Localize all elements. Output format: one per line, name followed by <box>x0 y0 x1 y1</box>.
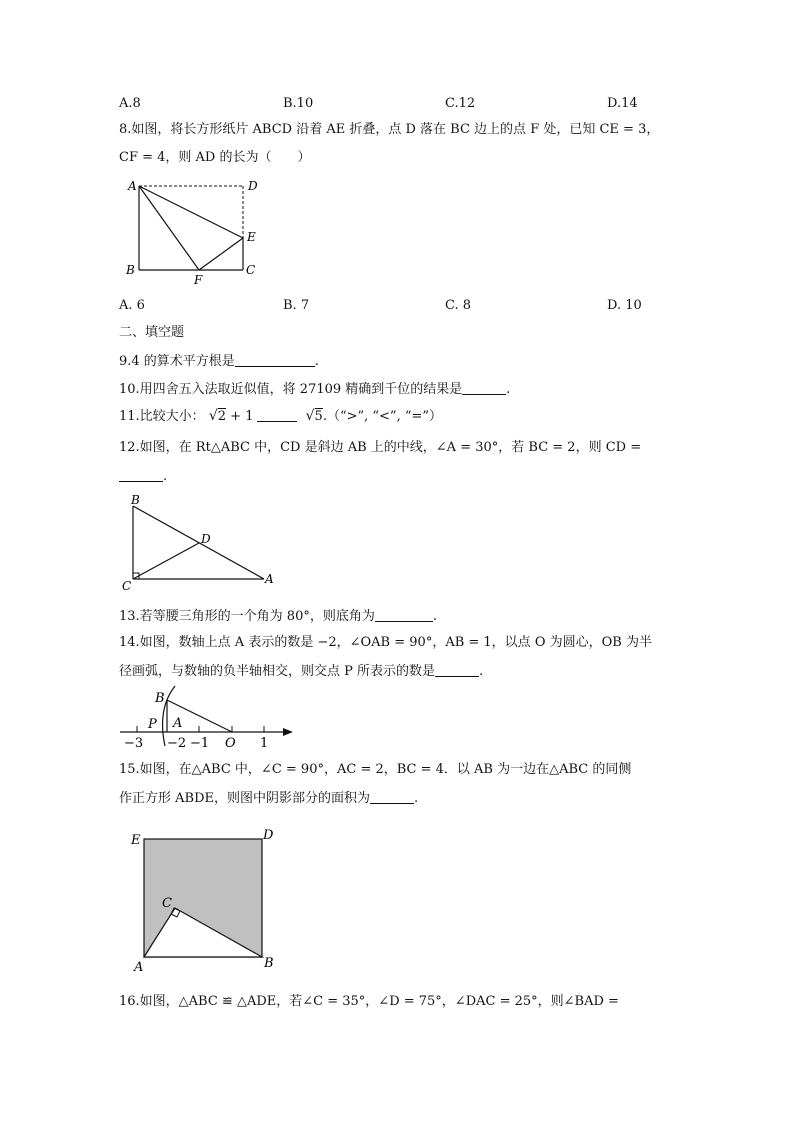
arrow-right-icon <box>283 728 293 736</box>
q12-label-b: B <box>131 493 140 507</box>
sqrt-icon: √ <box>208 408 218 424</box>
q10-text: 10.用四舍五入法取近似值，将 27109 精确到千位的结果是 <box>119 382 463 397</box>
q15-label-a: A <box>134 960 144 975</box>
q7-option-d: D.14 <box>607 96 638 111</box>
q12-question-line1: 12.如图，在 Rt△ABC 中，CD 是斜边 AB 上的中线，∠A = 30°，若 BC = 2，则 CD = <box>119 440 642 455</box>
q12-answer-blank[interactable] <box>119 467 163 482</box>
q14-number-line-figure <box>115 684 300 752</box>
q14-tick-label-neg3: −3 <box>124 736 144 751</box>
q8-question-line1: 8.如图，将长方形纸片 ABCD 沿着 AE 折叠，点 D 落在 BC 边上的点 F 处，已知 CE = 3， <box>119 122 660 137</box>
q14-question-line1: 14.如图，数轴上点 A 表示的数是 −2，∠OAB = 90°，AB = 1，以点 O 为圆心，OB 为半 <box>119 635 652 650</box>
q16-question: 16.如图，△ABC ≌ △ADE，若∠C = 35°，∠D = 75°，∠DAC = 25°，则∠BAD = <box>119 994 619 1009</box>
q14-tick-label-1: 1 <box>260 736 269 751</box>
q11-suffix: .（“>”, “<”, “=”） <box>322 409 443 424</box>
q8-label-f: F <box>194 273 203 287</box>
q9-end: . <box>314 354 319 369</box>
q11-radicand-a: 2 <box>217 409 227 424</box>
q9-text: 9.4 的算术平方根是 <box>119 354 235 369</box>
q15-label-e: E <box>131 833 141 848</box>
q14-label-p: P <box>148 717 157 732</box>
q7-option-b: B.10 <box>283 96 314 111</box>
q13-end: . <box>432 609 437 624</box>
q8-option-a: A. 6 <box>119 298 145 313</box>
section-title: 二、填空题 <box>119 325 185 340</box>
q14-end: . <box>479 664 484 679</box>
q11-radicand-b: 5 <box>314 409 323 424</box>
q15-question-line1: 15.如图，在△ABC 中，∠C = 90°，AC = 2，BC = 4．以 AB 为一边在△ABC 的同侧 <box>119 762 632 777</box>
q15-label-b: B <box>264 956 274 971</box>
q10-question <box>119 380 510 399</box>
q7-option-a: A.8 <box>119 96 141 111</box>
q8-fold-line-ae <box>139 186 243 238</box>
q14-label-o: O <box>225 736 236 751</box>
q15-label-d: D <box>263 828 274 843</box>
q13-answer-blank[interactable] <box>375 607 433 622</box>
q8-label-d: D <box>248 179 258 193</box>
q11-answer-blank[interactable] <box>257 407 297 422</box>
q12-label-c: C <box>122 579 132 592</box>
q9-answer-blank[interactable] <box>235 352 315 367</box>
q14-tick-label-neg2: −2 <box>167 736 187 751</box>
q14-label-b: B <box>155 691 165 706</box>
q8-line-af <box>139 186 199 270</box>
q8-rect-solid-edges <box>139 186 243 270</box>
q12-label-d: D <box>201 532 211 546</box>
q14-label-a: A <box>173 716 183 731</box>
q13-question <box>119 607 437 626</box>
q8-option-c: C. 8 <box>445 298 472 313</box>
q8-label-b: B <box>126 263 135 277</box>
q8-label-a: A <box>128 179 137 193</box>
q12-median-cd <box>133 543 199 579</box>
q12-end: . <box>163 469 168 484</box>
q15-figure <box>128 824 288 976</box>
q11-question <box>119 407 442 426</box>
q8-question-line2: CF = 4，则 AD 的长为（ ） <box>119 150 311 165</box>
q14-text: 径画弧，与数轴的负半轴相交，则交点 P 所表示的数是 <box>119 664 436 679</box>
q15-end: . <box>414 791 419 806</box>
q15-answer-blank[interactable] <box>370 789 414 804</box>
q9-question <box>119 352 319 371</box>
q14-question-line2 <box>119 662 483 681</box>
q7-option-c: C.12 <box>445 96 476 111</box>
q15-question-line2 <box>119 789 418 808</box>
q8-figure <box>120 176 270 288</box>
sqrt-icon: √ <box>305 408 315 424</box>
q14-tick-label-neg1: −1 <box>190 736 210 751</box>
q15-text: 作正方形 ABDE，则图中阴影部分的面积为 <box>119 791 370 806</box>
q12-figure <box>118 492 283 592</box>
q12-label-a: A <box>265 572 274 586</box>
q10-answer-blank[interactable] <box>462 380 506 395</box>
q8-option-b: B. 7 <box>283 298 310 313</box>
q8-line-fe <box>199 238 243 270</box>
q8-label-c: C <box>246 263 256 277</box>
q11-prefix: 11.比较大小： <box>119 409 205 424</box>
q14-answer-blank[interactable] <box>435 662 479 677</box>
q11-expr-a-rest: + 1 <box>226 409 254 424</box>
q15-label-c: C <box>162 896 172 911</box>
q10-end: . <box>506 382 511 397</box>
q12-question-line2 <box>119 467 167 486</box>
q8-option-d: D. 10 <box>607 298 642 313</box>
q8-label-e: E <box>247 230 256 244</box>
q13-text: 13.若等腰三角形的一个角为 80°，则底角为 <box>119 609 375 624</box>
